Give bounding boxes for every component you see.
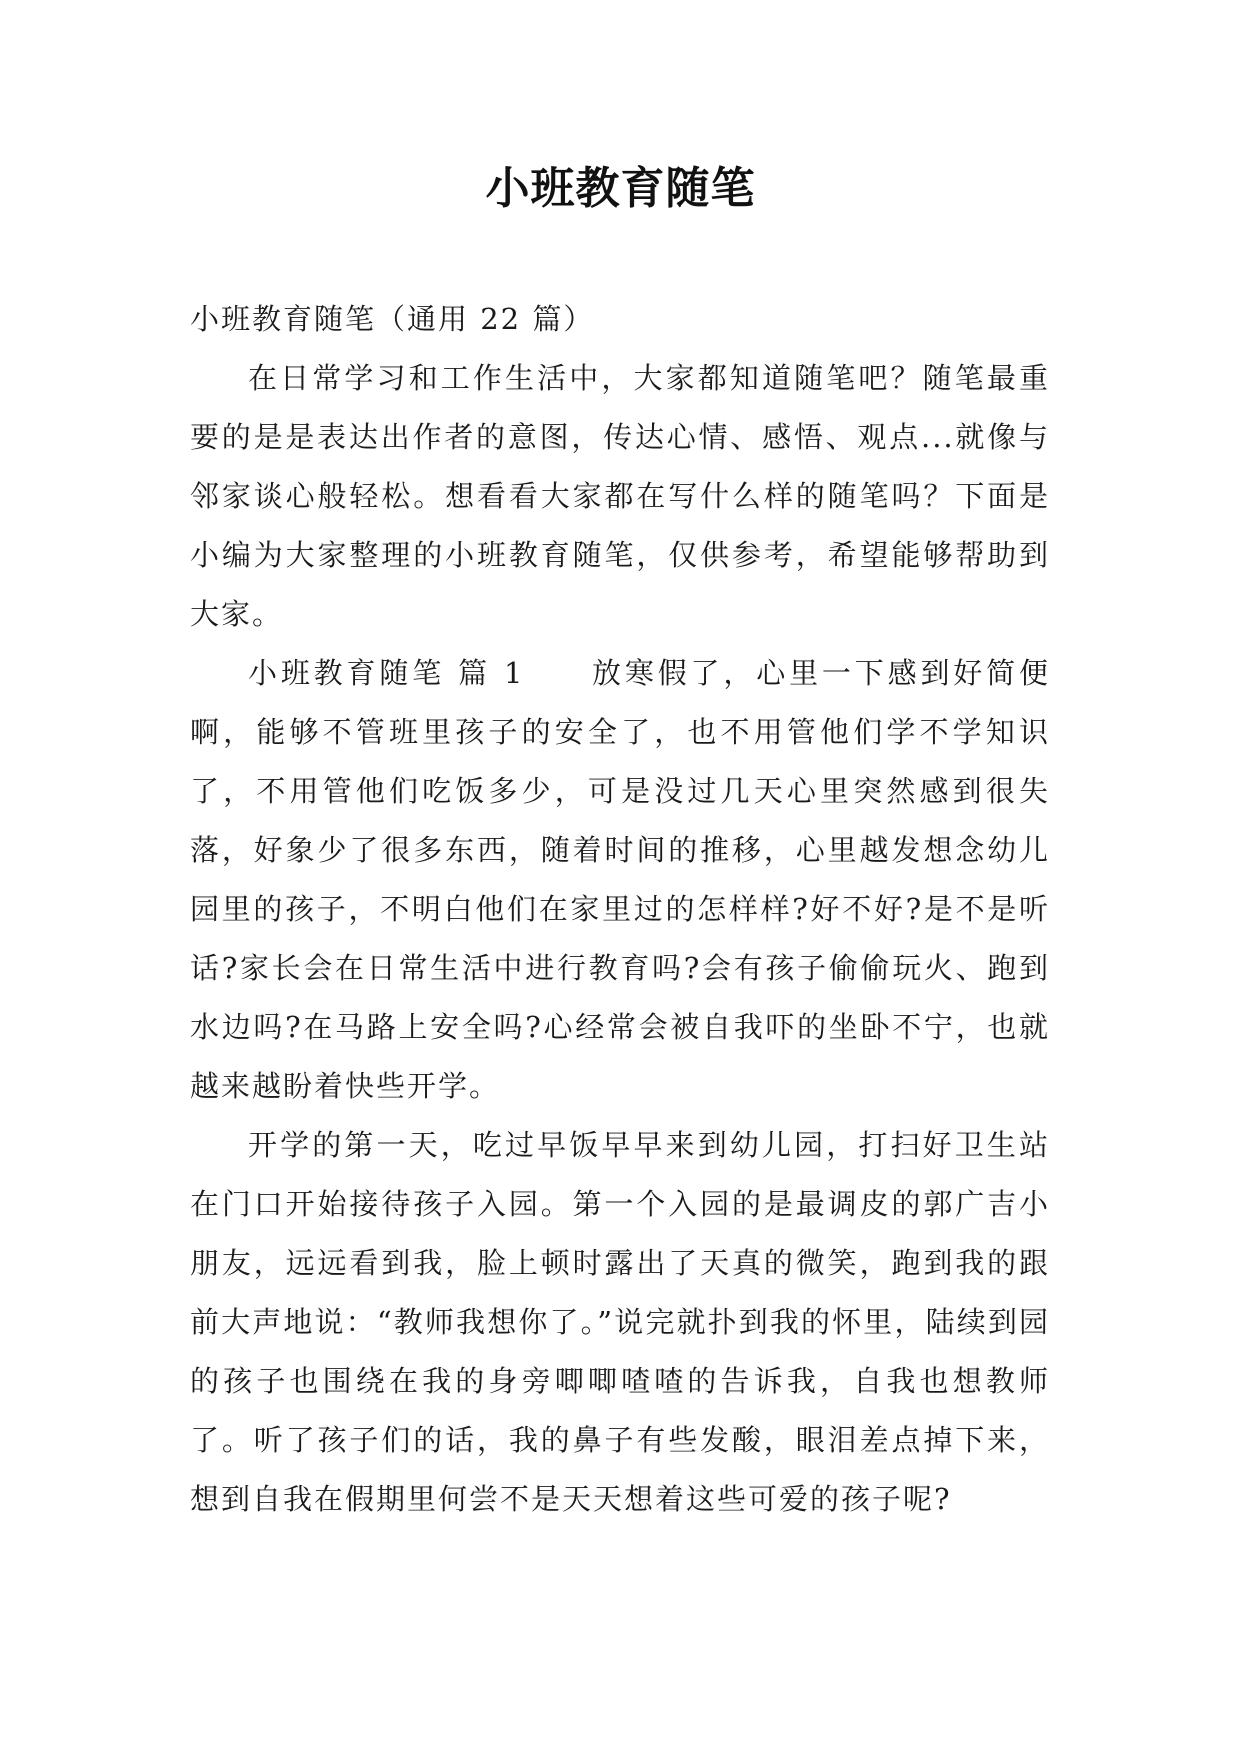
section-1-text: 放寒假了，心里一下感到好简便啊，能够不管班里孩子的安全了，也不用管他们学不学知识了，不用管他们吃饭多少，可是没过几天心里突然感到很失落，好象少了很多东西，随着时间的推移，心里越发想念幼儿园里的孩子，不明白他们在家里过的怎样样?好不好?是不是听话?家长会在日常生活中进行教育吗?会有孩子偷偷玩火、跑到水边吗?在马路上安全吗?心经常会被自我吓的坐卧不宁，也就越来越盼着快些开学。 (190, 656, 1050, 1103)
document-body (190, 290, 1050, 1529)
document-title: 小班教育随笔 (485, 163, 756, 214)
section-1-paragraph-2: 开学的第一天，吃过早饭早早来到幼儿园，打扫好卫生站在门口开始接待孩子入园。第一个入园的是最调皮的郭广吉小朋友，远远看到我，脸上顿时露出了天真的微笑，跑到我的跟前大声地说：“教师我想你了。”说完就扑到我的怀里，陆续到园的孩子也围绕在我的身旁唧唧喳喳的告诉我，自我也想教师了。听了孩子们的话，我的鼻子有些发酸，眼泪差点掉下来，想到自我在假期里何尝不是天天想着这些可爱的孩子呢? (190, 1128, 1050, 1516)
document-subtitle: 小班教育随笔（通用 22 篇） (190, 302, 595, 336)
intro-paragraph: 在日常学习和工作生活中，大家都知道随笔吧？随笔最重要的是是表达出作者的意图，传达心情、感悟、观点...就像与邻家谈心般轻松。想看看大家都在写什么样的随笔吗？下面是小编为大家整理的小班教育随笔，仅供参考，希望能够帮助到大家。 (190, 361, 1050, 631)
section-1-gap (524, 656, 592, 690)
section-1-heading: 小班教育随笔 篇 1 (248, 656, 525, 690)
section-1-paragraph-1 (190, 644, 1050, 1116)
